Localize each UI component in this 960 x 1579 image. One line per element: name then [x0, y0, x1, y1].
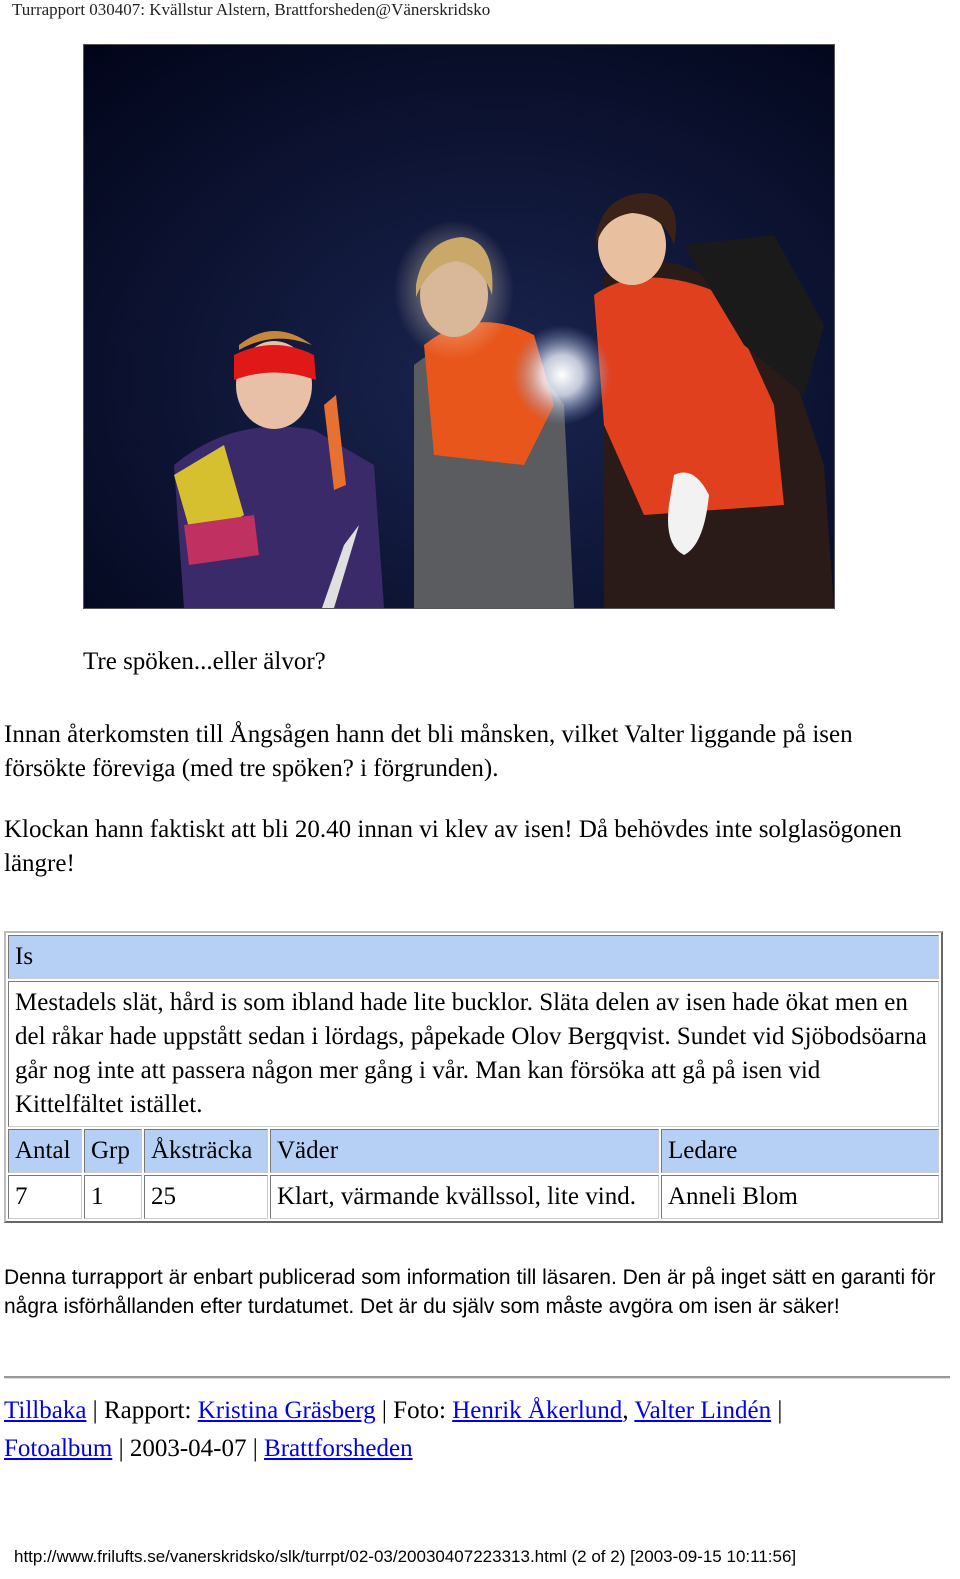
print-footer: http://www.frilufts.se/vanerskridsko/slk/turrpt/02-03/20030407223313.html (2 of 2) [2003-09-15 10:11:56] [14, 1547, 797, 1566]
photo-label: Foto: [393, 1397, 446, 1424]
paragraph-time: Klockan hann faktiskt att bli 20.40 innan vi klev av isen! Då behövdes inte solglasögonen längre! [4, 816, 902, 877]
header-grp: Grp [84, 1129, 142, 1173]
report-label: Rapport: [103, 1397, 192, 1424]
header-aksträcka: Åksträcka [144, 1129, 268, 1173]
report-author-link[interactable]: Kristina Gräsberg [197, 1397, 376, 1424]
separator: | [381, 1397, 387, 1424]
separator: | [92, 1397, 98, 1424]
link-bar [4, 1392, 944, 1468]
ice-description: Mestadels slät, hård is som ibland hade lite bucklor. Släta delen av isen hade ökat men en del råkar hade uppstått sedan i lördags, påpekade Olov Bergqvist. Sundet vid Sjöbodsöarna går nog inte att passera någon mer gång i vår. Man kan försöka att gå på isen vid Kittelfältet istället. [8, 981, 939, 1127]
cell-antal: 7 [8, 1175, 82, 1219]
trip-table-header-row [8, 1129, 939, 1173]
paragraph-moonlight: Innan återkomsten till Ångsågen hann det bli månsken, vilket Valter liggande på isen försökte föreviga (med tre spöken? i förgrunden). [4, 721, 853, 782]
comma: , [622, 1397, 629, 1424]
header-ledare: Ledare [661, 1129, 939, 1173]
disclaimer: Denna turrapport är enbart publicerad som information till läsaren. Den är på inget sätt en garanti för några isförhållanden efter turdatumet. Det är du själv som måste avgöra om isen är säker! [4, 1266, 936, 1318]
horizontal-rule [4, 1376, 950, 1379]
ice-report-table [4, 931, 943, 1223]
separator: | [118, 1435, 124, 1462]
separator: | [777, 1397, 783, 1424]
photographer-link-1[interactable]: Henrik Åkerlund [452, 1397, 623, 1424]
album-link[interactable]: Fotoalbum [4, 1435, 113, 1462]
trip-date: 2003-04-07 [129, 1435, 247, 1462]
header-antal: Antal [8, 1129, 82, 1173]
trip-photo [83, 44, 835, 609]
header-vader: Väder [270, 1129, 659, 1173]
cell-ledare: Anneli Blom [661, 1175, 939, 1219]
back-link[interactable]: Tillbaka [4, 1397, 87, 1424]
ice-heading: Is [8, 935, 939, 979]
photo-caption: Tre spöken...eller älvor? [83, 648, 326, 675]
separator: | [252, 1435, 258, 1462]
window-title: Turrapport 030407: Kvällstur Alstern, Brattforsheden@Vänerskridsko [12, 0, 491, 19]
photographer-link-2[interactable]: Valter Lindén [634, 1397, 772, 1424]
place-link[interactable]: Brattforsheden [264, 1435, 413, 1462]
cell-aksträcka: 25 [144, 1175, 268, 1219]
photo-illustration [84, 45, 834, 608]
cell-grp: 1 [84, 1175, 142, 1219]
cell-vader: Klart, värmande kvällssol, lite vind. [270, 1175, 659, 1219]
trip-table-row [8, 1175, 939, 1219]
